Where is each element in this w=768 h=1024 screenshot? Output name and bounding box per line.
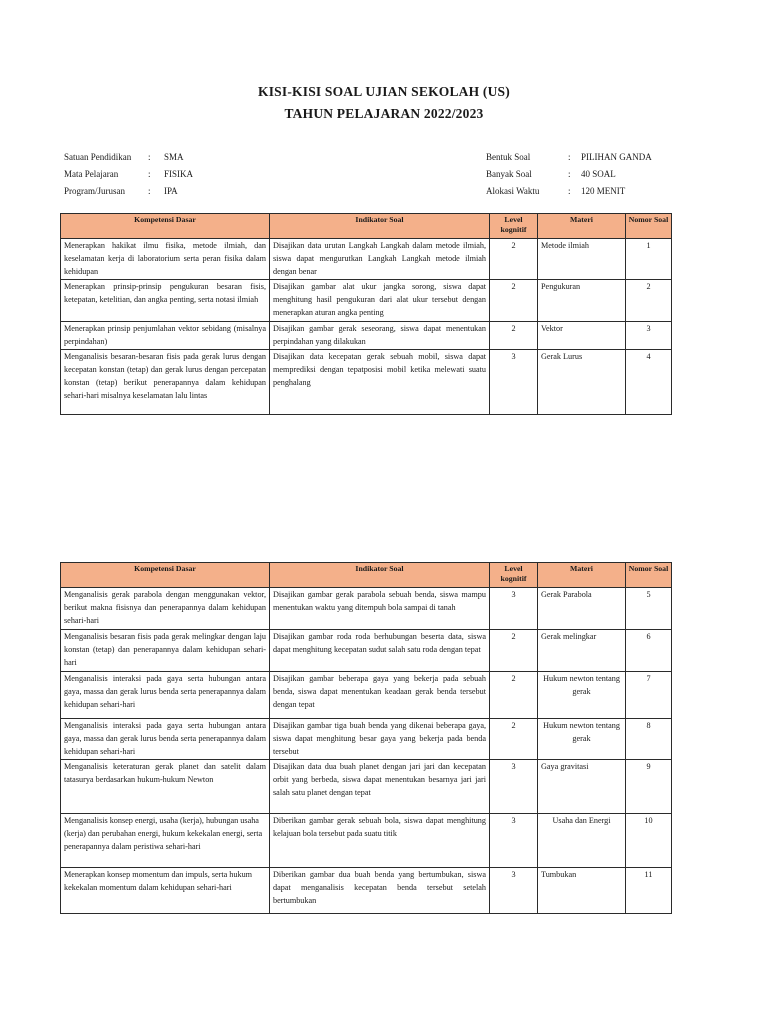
- cell-level-kognitif: 2: [490, 719, 538, 760]
- cell-nomor-soal: 3: [626, 321, 672, 350]
- info-separator: :: [568, 152, 571, 162]
- cell-kompetensi-dasar: Menerapkan konsep momentum dan impuls, serta hukum kekekalan momentum dalam kehidupan sehari-hari: [61, 868, 270, 914]
- info-label: Mata Pelajaran: [64, 169, 119, 179]
- cell-nomor-soal: 10: [626, 814, 672, 868]
- table-row: [61, 719, 672, 760]
- info-separator: :: [568, 169, 571, 179]
- info-label: Bentuk Soal: [486, 152, 531, 162]
- table-row: [61, 630, 672, 672]
- cell-indikator-soal: Disajikan gambar gerak parabola sebuah benda, siswa mampu menentukan waktu yang ditempuh bola sampai di tanah: [270, 588, 490, 630]
- cell-level-kognitif: 3: [490, 760, 538, 814]
- cell-indikator-soal: Disajikan gambar beberapa gaya yang bekerja pada sebuah benda, siswa dapat menentukan keadaan gerak benda tersebut dengan tepat: [270, 672, 490, 719]
- info-separator: :: [148, 186, 151, 196]
- cell-materi: Gerak melingkar: [538, 630, 626, 672]
- cell-kompetensi-dasar: Menganalisis konsep energi, usaha (kerja), hubungan usaha (kerja) dan perubahan energi, hukum kekekalan energi, serta penerapannya dalam peristiwa sehari-hari: [61, 814, 270, 868]
- cell-nomor-soal: 8: [626, 719, 672, 760]
- cell-kompetensi-dasar: Menganalisis gerak parabola dengan menggunakan vektor, berikut makna fisisnya dan penerapannya dalam kehidupan sehari-hari: [61, 588, 270, 630]
- cell-materi: Metode ilmiah: [538, 239, 626, 280]
- cell-indikator-soal: Disajikan data dua buah planet dengan jari jari dan kecepatan orbit yang berbeda, siswa dapat menentukan besarnya jari jari salah satu planet dengan tepat: [270, 760, 490, 814]
- info-row-alokasi-waktu: [486, 186, 652, 203]
- table-row: [61, 350, 672, 415]
- cell-nomor-soal: 1: [626, 239, 672, 280]
- cell-level-kognitif: 3: [490, 868, 538, 914]
- header-nomor-soal: Nomor Soal: [626, 214, 672, 239]
- header-kompetensi-dasar: Kompetensi Dasar: [61, 563, 270, 588]
- cell-materi: Gerak Lurus: [538, 350, 626, 415]
- cell-level-kognitif: 2: [490, 280, 538, 321]
- header-level-kognitif: Level kognitif: [490, 563, 538, 588]
- cell-nomor-soal: 4: [626, 350, 672, 415]
- table-row: [61, 760, 672, 814]
- info-value: SMA: [164, 152, 184, 162]
- info-separator: :: [568, 186, 571, 196]
- cell-indikator-soal: Disajikan data kecepatan gerak sebuah mobil, siswa dapat memprediksi dengan tepatposisi mobil ketika melewati suatu penghalang: [270, 350, 490, 415]
- cell-nomor-soal: 6: [626, 630, 672, 672]
- info-row-bentuk-soal: [486, 152, 652, 169]
- info-row-satuan-pendidikan: [64, 152, 193, 169]
- cell-indikator-soal: Diberikan gambar gerak sebuah bola, siswa dapat menghitung kelajuan bola tersebut pada suatu titik: [270, 814, 490, 868]
- info-left: [64, 152, 193, 203]
- cell-materi: Tumbukan: [538, 868, 626, 914]
- cell-kompetensi-dasar: Menganalisis interaksi pada gaya serta hubungan antara gaya, massa dan gerak lurus benda serta penerapannya dalam kehidupan sehari-hari: [61, 719, 270, 760]
- info-row-banyak-soal: [486, 169, 652, 186]
- header-level-kognitif: Level kognitif: [490, 214, 538, 239]
- header-indikator-soal: Indikator Soal: [270, 214, 490, 239]
- cell-indikator-soal: Disajikan gambar roda roda berhubungan beserta data, siswa dapat menghitung kecepatan sudut salah satu roda dengan tepat: [270, 630, 490, 672]
- cell-nomor-soal: 5: [626, 588, 672, 630]
- info-value: PILIHAN GANDA: [581, 152, 652, 162]
- cell-level-kognitif: 2: [490, 630, 538, 672]
- info-label: Alokasi Waktu: [486, 186, 540, 196]
- info-separator: :: [148, 152, 151, 162]
- cell-nomor-soal: 11: [626, 868, 672, 914]
- cell-level-kognitif: 3: [490, 814, 538, 868]
- table-header-row: [61, 214, 672, 239]
- info-label: Banyak Soal: [486, 169, 532, 179]
- kisi-kisi-table-2: [60, 562, 672, 914]
- info-label: Program/Jurusan: [64, 186, 125, 196]
- info-label: Satuan Pendidikan: [64, 152, 132, 162]
- cell-level-kognitif: 3: [490, 588, 538, 630]
- header-materi: Materi: [538, 214, 626, 239]
- table-row: [61, 672, 672, 719]
- cell-kompetensi-dasar: Menganalisis besaran-besaran fisis pada gerak lurus dengan kecepatan konstan (tetap) dan gerak lurus dengan percepatan konstan (tetap) berikut penerapannya dalam kehidupan sehari-hari misalnya keselamatan lalu lintas: [61, 350, 270, 415]
- header-indikator-soal: Indikator Soal: [270, 563, 490, 588]
- cell-nomor-soal: 9: [626, 760, 672, 814]
- document-subtitle: TAHUN PELAJARAN 2022/2023: [284, 106, 484, 121]
- cell-materi: Hukum newton tentang gerak: [538, 672, 626, 719]
- table-row: [61, 588, 672, 630]
- table-header-row: [61, 563, 672, 588]
- table-row: [61, 868, 672, 914]
- cell-level-kognitif: 2: [490, 239, 538, 280]
- info-value: IPA: [164, 186, 178, 196]
- cell-materi: Gaya gravitasi: [538, 760, 626, 814]
- info-value: 40 SOAL: [581, 169, 616, 179]
- cell-kompetensi-dasar: Menerapkan prinsip penjumlahan vektor sebidang (misalnya perpindahan): [61, 321, 270, 350]
- cell-materi: Pengukuran: [538, 280, 626, 321]
- kisi-kisi-table-1: [60, 213, 672, 415]
- cell-indikator-soal: Disajikan gambar tiga buah benda yang dikenai beberapa gaya, siswa dapat menghitung besar gaya yang bekerja pada benda tersebut: [270, 719, 490, 760]
- table-row: [61, 239, 672, 280]
- cell-materi: Hukum newton tentang gerak: [538, 719, 626, 760]
- cell-indikator-soal: Disajikan gambar alat ukur jangka sorong, siswa dapat menghitung hasil pengukuran dari alat ukur tersebut dengan menerapkan aturan angka penting: [270, 280, 490, 321]
- info-row-program-jurusan: [64, 186, 193, 203]
- cell-kompetensi-dasar: Menganalisis keteraturan gerak planet dan satelit dalam tatasurya berdasarkan hukum-hukum Newton: [61, 760, 270, 814]
- cell-level-kognitif: 2: [490, 321, 538, 350]
- table-row: [61, 280, 672, 321]
- cell-materi: Usaha dan Energi: [538, 814, 626, 868]
- info-value: FISIKA: [164, 169, 194, 179]
- cell-kompetensi-dasar: Menganalisis besaran fisis pada gerak melingkar dengan laju konstan (tetap) dan penerapannya dalam kehidupan sehari-hari: [61, 630, 270, 672]
- cell-kompetensi-dasar: Menerapkan hakikat ilmu fisika, metode ilmiah, dan keselamatan kerja di laboratorium serta peran fisika dalam kehidupan: [61, 239, 270, 280]
- cell-indikator-soal: Disajikan gambar gerak seseorang, siswa dapat menentukan perpindahan yang dilakukan: [270, 321, 490, 350]
- cell-materi: Vektor: [538, 321, 626, 350]
- info-value: 120 MENIT: [581, 186, 626, 196]
- header-nomor-soal: Nomor Soal: [626, 563, 672, 588]
- info-right: [486, 152, 652, 203]
- cell-kompetensi-dasar: Menganalisis interaksi pada gaya serta hubungan antara gaya, massa dan gerak lurus benda serta penerapannya dalam kehidupan sehari-hari: [61, 672, 270, 719]
- info-separator: :: [148, 169, 151, 179]
- table-row: [61, 321, 672, 350]
- cell-level-kognitif: 3: [490, 350, 538, 415]
- cell-kompetensi-dasar: Menerapkan prinsip-prinsip pengukuran besaran fisis, ketepatan, ketelitian, dan angka penting, serta notasi ilmiah: [61, 280, 270, 321]
- cell-level-kognitif: 2: [490, 672, 538, 719]
- document-title: KISI-KISI SOAL UJIAN SEKOLAH (US): [258, 84, 510, 99]
- table-row: [61, 814, 672, 868]
- cell-nomor-soal: 7: [626, 672, 672, 719]
- header-materi: Materi: [538, 563, 626, 588]
- cell-indikator-soal: Diberikan gambar dua buah benda yang bertumbukan, siswa dapat menganalisis kecepatan benda tersebut setelah bertumbukan: [270, 868, 490, 914]
- cell-indikator-soal: Disajikan data urutan Langkah Langkah dalam metode ilmiah, siswa dapat mengurutkan Langkah Langkah metode ilmiah dengan benar: [270, 239, 490, 280]
- cell-materi: Gerak Parabola: [538, 588, 626, 630]
- cell-nomor-soal: 2: [626, 280, 672, 321]
- header-kompetensi-dasar: Kompetensi Dasar: [61, 214, 270, 239]
- info-row-mata-pelajaran: [64, 169, 193, 186]
